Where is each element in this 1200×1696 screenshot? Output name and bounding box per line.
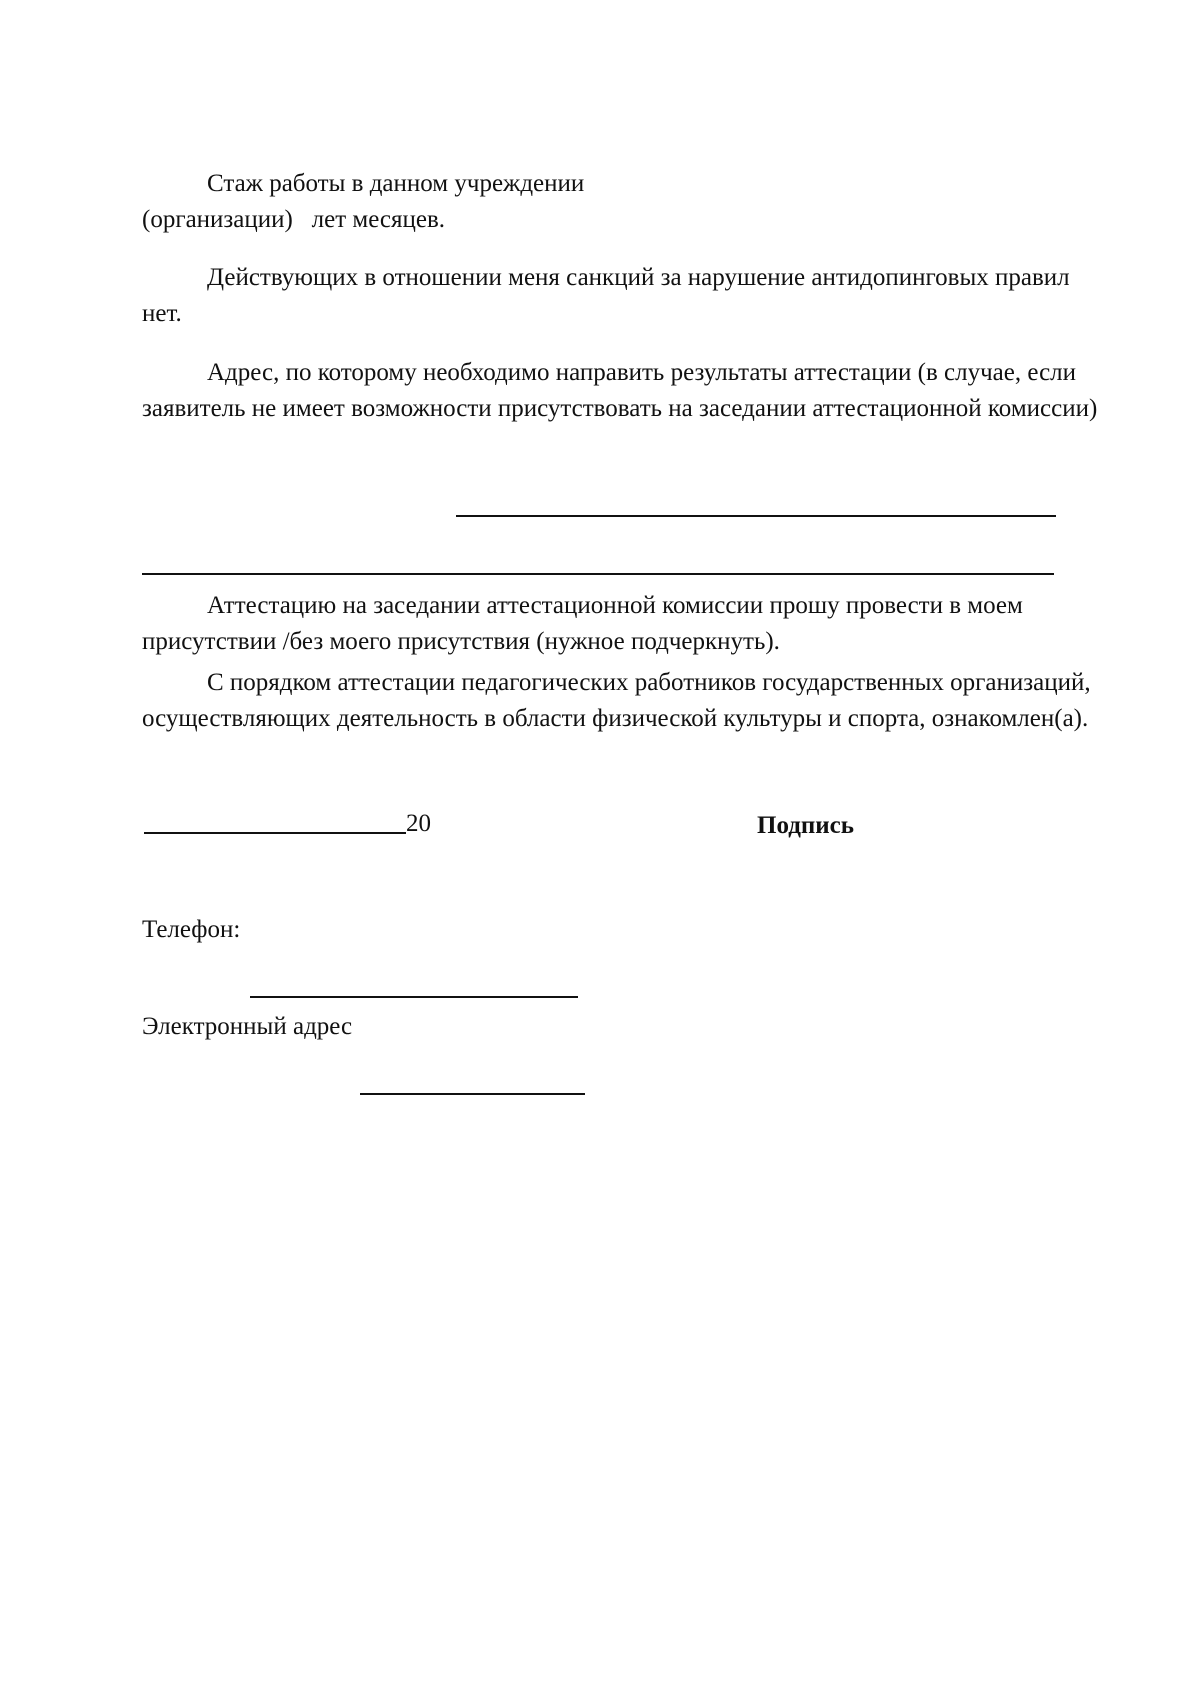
address-blank-line-2[interactable]: [142, 573, 1054, 575]
address-paragraph: Адрес, по которому необходимо направить результаты аттестации (в случае, если заявитель не имеет возможности присутствовать на заседании аттестационной комиссии): [142, 359, 1098, 422]
seniority-units-label: лет месяцев.: [311, 206, 446, 233]
seniority-line-1: Стаж работы в данном учреждении: [207, 170, 585, 197]
date-blank-line[interactable]: [144, 832, 406, 834]
signature-label: Подпись: [757, 812, 854, 839]
email-label: Электронный адрес: [142, 1013, 353, 1040]
phone-label: Телефон:: [142, 916, 241, 943]
address-blank-line-1[interactable]: [456, 515, 1056, 517]
phone-blank-line[interactable]: [250, 996, 578, 998]
date-year-prefix: 20: [406, 810, 431, 837]
procedure-paragraph: С порядком аттестации педагогических работников государственных организаций, осуществляющих деятельность в области физической культуры и спорта, ознакомлен(а).: [142, 669, 1091, 732]
email-blank-line[interactable]: [360, 1093, 585, 1095]
seniority-line-2: [142, 202, 445, 238]
seniority-org-label: (организации): [142, 206, 293, 233]
sanctions-paragraph: Действующих в отношении меня санкций за нарушение антидопинговых правил нет.: [142, 264, 1070, 327]
presence-paragraph: Аттестацию на заседании аттестационной комиссии прошу провести в моем присутствии /без моего присутствия (нужное подчеркнуть).: [142, 592, 1023, 655]
